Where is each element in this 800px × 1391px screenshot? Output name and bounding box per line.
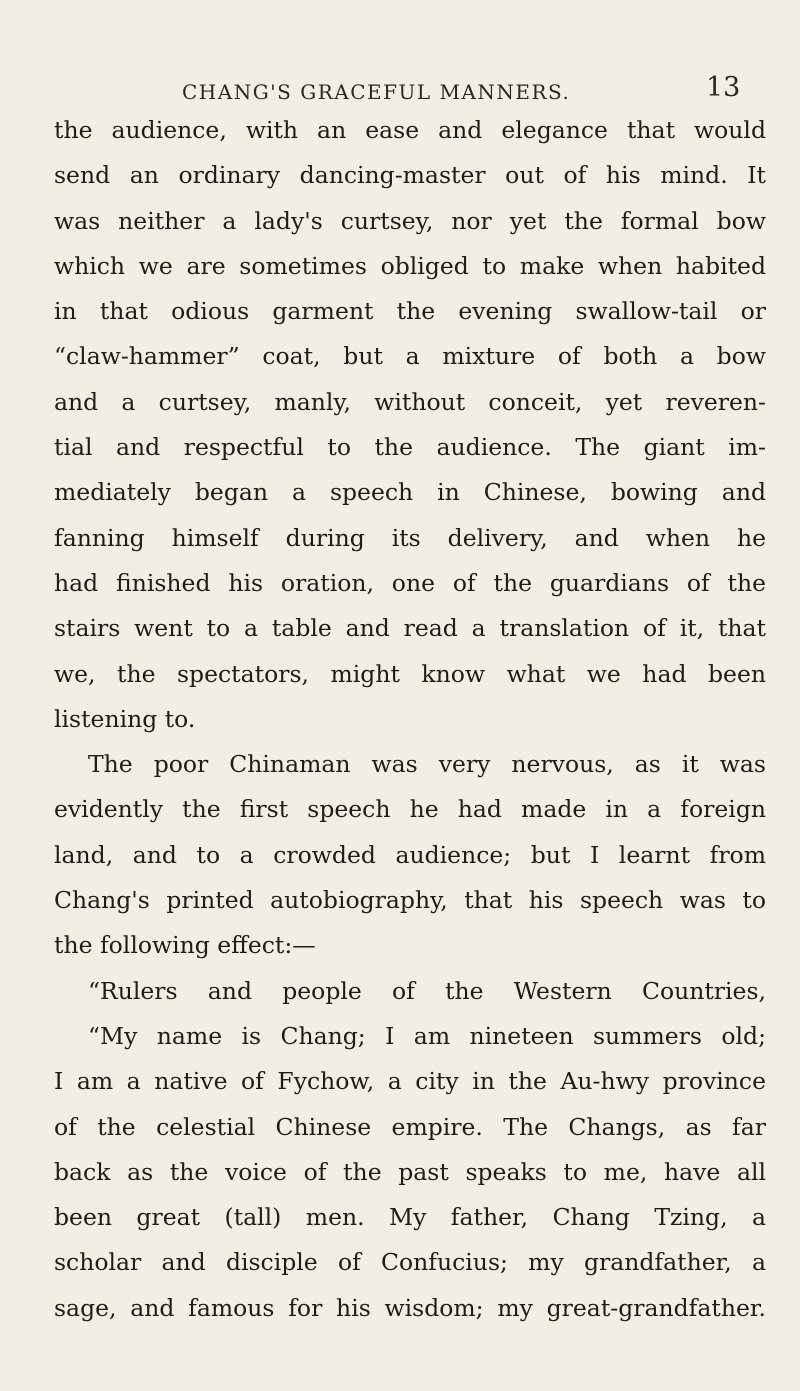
text-line: land, and to a crowded audience; but I learnt from (54, 840, 766, 869)
text-line: stairs went to a table and read a translation of it, that (54, 614, 766, 643)
text-line: scholar and disciple of Confucius; my grandfather, a (54, 1248, 766, 1277)
text-line: had finished his oration, one of the guardians of the (54, 568, 766, 597)
text-line: The poor Chinaman was very nervous, as it was (88, 750, 766, 779)
text-line: tial and respectful to the audience. The giant im- (54, 433, 766, 462)
text-line: “Rulers and people of the Western Countries, (88, 976, 766, 1005)
text-line: send an ordinary dancing-master out of his mind. It (54, 161, 766, 190)
text-line: the audience, with an ease and elegance that would (54, 116, 766, 144)
text-line: the following effect:— (54, 931, 316, 960)
text-line: “claw-hammer” coat, but a mixture of both a bow (54, 342, 766, 371)
text-line: listening to. (54, 704, 196, 733)
text-line: back as the voice of the past speaks to me, have all (54, 1157, 766, 1186)
text-line: sage, and famous for his wisdom; my great-grandfather. (54, 1293, 766, 1322)
text-line: which we are sometimes obliged to make when habited (54, 251, 766, 280)
body-text (54, 108, 766, 1331)
text-line: mediately began a speech in Chinese, bowing and (54, 478, 766, 507)
text-line: we, the spectators, might know what we had been (54, 659, 766, 688)
text-line: “My name is Chang; I am nineteen summers old; (88, 1021, 766, 1050)
page-number: 13 (706, 72, 741, 103)
text-line: been great (tall) men. My father, Chang Tzing, a (54, 1203, 766, 1232)
text-line: of the celestial Chinese empire. The Changs, as far (54, 1112, 766, 1141)
text-line: Chang's printed autobiography, that his speech was to (54, 886, 766, 915)
text-line: I am a native of Fychow, a city in the Au-hwy province (54, 1067, 766, 1096)
text-line: fanning himself during its delivery, and when he (54, 523, 766, 552)
text-line: in that odious garment the evening swallow-tail or (54, 297, 766, 326)
running-head: CHANG'S GRACEFUL MANNERS. (182, 80, 571, 104)
text-line: evidently the first speech he had made in a foreign (54, 795, 766, 824)
text-line: was neither a lady's curtsey, nor yet the formal bow (54, 206, 766, 235)
text-line: and a curtsey, manly, without conceit, yet reveren- (54, 387, 766, 416)
